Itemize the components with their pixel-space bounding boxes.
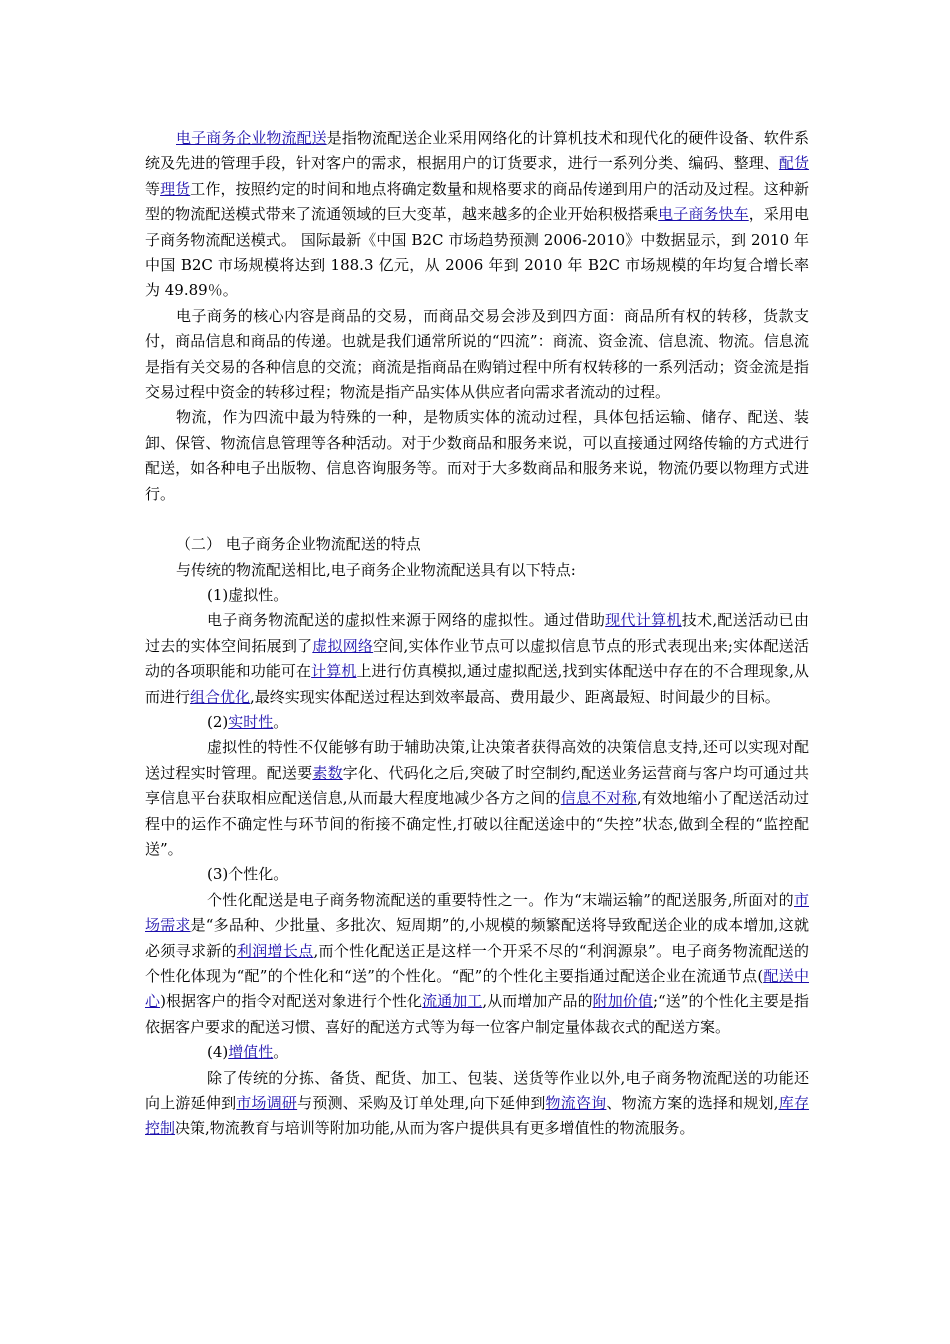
text: ,而个性化配送正是这样一个开采不尽的“利润源泉”。电子商务物流配送的个性化体现为“配”的个性化和“送”的个性化。“配”的个性化主要指通过配送企业在流通节点( bbox=[145, 941, 809, 985]
text: 字化、代码化之后,突破了时空制约,配送业务运营商与客户均可通过共享信息平台获取相应配送信息,从而最大程度地减少各方之间的 bbox=[145, 763, 809, 808]
link-value-added[interactable]: 增值性 bbox=[228, 1043, 274, 1062]
text: 个性化配送是电子商务物流配送的重要特性之一。作为“末端运输”的配送服务,所面对的 bbox=[207, 890, 794, 909]
link-market-demand[interactable]: 市场需求 bbox=[145, 890, 809, 935]
text: (4) bbox=[207, 1043, 229, 1062]
document-page bbox=[145, 126, 809, 1142]
item-body-realtime bbox=[145, 735, 809, 862]
link-distribution-center[interactable]: 配送中心 bbox=[145, 967, 809, 1011]
link-market-research[interactable]: 市场调研 bbox=[236, 1094, 298, 1113]
text: 电子商务物流配送的虚拟性来源于网络的虚拟性。通过借助 bbox=[207, 611, 606, 630]
text: ,最终实现实体配送过程达到效率最高、费用最少、距离最短、时间最少的目标。 bbox=[250, 687, 780, 706]
link-realtime[interactable]: 实时性 bbox=[228, 712, 274, 731]
link-ecommerce-logistics[interactable]: 电子商务企业物流配送 bbox=[176, 129, 327, 147]
item-heading-realtime bbox=[145, 710, 809, 735]
link-digitization[interactable]: 素数 bbox=[312, 763, 343, 782]
link-peihuo[interactable]: 配货 bbox=[778, 154, 809, 173]
link-distribution-processing[interactable]: 流通加工 bbox=[422, 992, 483, 1011]
item-body-personalization bbox=[145, 888, 809, 1040]
text: 与预测、采购及订单处理,向下延伸到 bbox=[297, 1094, 546, 1113]
text: ,有效地缩小了配送活动过程中的运作不确定性与环节间的衔接不确定性,打破以往配送途中的“失控”状态,做到全程的“监控配送”。 bbox=[145, 789, 809, 858]
text: ,从而增加产品的 bbox=[482, 992, 593, 1011]
section-intro: 与传统的物流配送相比,电子商务企业物流配送具有以下特点: bbox=[176, 560, 576, 579]
text: 工作，按照约定的时间和地点将确定数量和规格要求的商品传递到用户的活动及过程。这种新型的物流配送模式带来了流通领域的巨大变革，越来越多的企业开始积极搭乘 bbox=[145, 179, 809, 224]
section-heading: （二） 电子商务企业物流配送的特点 bbox=[176, 535, 421, 554]
link-ecommerce-express[interactable]: 电子商务快车 bbox=[658, 205, 749, 224]
link-virtual-network[interactable]: 虚拟网络 bbox=[312, 636, 374, 655]
text: (2) bbox=[207, 712, 229, 731]
text: 。 bbox=[273, 712, 289, 731]
link-lihuo[interactable]: 理货 bbox=[160, 179, 191, 198]
link-added-value[interactable]: 附加价值 bbox=[592, 992, 653, 1011]
link-computer[interactable]: 计算机 bbox=[311, 662, 357, 681]
blank-line bbox=[145, 507, 809, 532]
text: 技术,配送活动已由过去的实体空间拓展到了 bbox=[145, 611, 809, 655]
text: )根据客户的指令对配送对象进行个性化 bbox=[160, 992, 423, 1011]
item-heading-virtual: (1)虚拟性。 bbox=[207, 585, 289, 604]
link-logistics-consulting[interactable]: 物流咨询 bbox=[545, 1094, 607, 1113]
text: 除了传统的分拣、备货、配货、加工、包装、送货等作业以外,电子商务物流配送的功能还向上游延伸到 bbox=[145, 1068, 809, 1113]
text: ;“送”的个性化主要是指依据客户要求的配送习惯、喜好的配送方式等为每一位客户制定量体裁衣式的配送方案。 bbox=[145, 992, 809, 1036]
text: 上进行仿真模拟,通过虚拟配送,找到实体配送中存在的不合理现象,从而进行 bbox=[145, 662, 809, 706]
item-heading-personalization: (3)个性化。 bbox=[207, 865, 289, 884]
link-profit-growth[interactable]: 利润增长点 bbox=[236, 941, 314, 960]
paragraph-four-flows: 电子商务的核心内容是商品的交易，而商品交易会涉及到四方面：商品所有权的转移，货款支付，商品信息和商品的传递。也就是我们通常所说的“四流”：商流、资金流、信息流、物流。信息流是指有关交易的各种信息的交流；商流是指商品在购销过程中所有权转移的一系列活动；资金流是指交易过程中资金的转移过程；物流是指产品实体从供应者向需求者流动的过程。 bbox=[145, 306, 809, 402]
text: 虚拟性的特性不仅能够有助于辅助决策,让决策者获得高效的决策信息支持,还可以实现对配送过程实时管理。配送要 bbox=[145, 738, 809, 782]
link-info-asymmetry[interactable]: 信息不对称 bbox=[560, 789, 637, 808]
paragraph-logistics: 物流，作为四流中最为特殊的一种，是物质实体的流动过程，具体包括运输、储存、配送、装卸、保管、物流信息管理等各种活动。对于少数商品和服务来说，可以直接通过网络传输的方式进行配送，如各种电子出版物、信息咨询服务等。而对于大多数商品和服务来说，物流仍要以物理方式进行。 bbox=[145, 408, 809, 503]
item-body-virtual bbox=[145, 608, 809, 710]
text: 是“多品种、少批量、多批次、短周期”的,小规模的频繁配送将导致配送企业的成本增加,这就必须寻求新的 bbox=[145, 916, 809, 960]
item-body-value-added bbox=[145, 1066, 809, 1142]
link-inventory-control[interactable]: 库存控制 bbox=[145, 1094, 809, 1138]
link-modern-computer[interactable]: 现代计算机 bbox=[605, 611, 682, 630]
paragraph-intro bbox=[145, 126, 809, 304]
text: ，采用电子商务物流配送模式。 国际最新《中国 B2C 市场趋势预测 2006-2010》中数据显示，到 2010 年中国 B2C 市场规模将达到 188.3 亿元，从 2006 年到 2010 年 B2C 市场规模的年均复合增长率为 49.89％。 bbox=[145, 205, 809, 300]
link-combination-optimization[interactable]: 组合优化 bbox=[190, 687, 251, 706]
text: 决策,物流教育与培训等附加功能,从而为客户提供具有更多增值性的物流服务。 bbox=[175, 1119, 695, 1138]
text: 、物流方案的选择和规划, bbox=[606, 1094, 779, 1113]
text: 等 bbox=[145, 179, 161, 198]
item-heading-value-added bbox=[145, 1040, 809, 1065]
text: 空间,实体作业节点可以虚拟信息节点的形式表现出来;实体配送活动的各项职能和功能可在 bbox=[145, 636, 809, 681]
text: 是指物流配送企业采用网络化的计算机技术和现代化的硬件设备、软件系统及先进的管理手段，针对客户的需求，根据用户的订货要求，进行一系列分类、编码、整理、 bbox=[145, 129, 809, 173]
text: 。 bbox=[273, 1043, 289, 1062]
